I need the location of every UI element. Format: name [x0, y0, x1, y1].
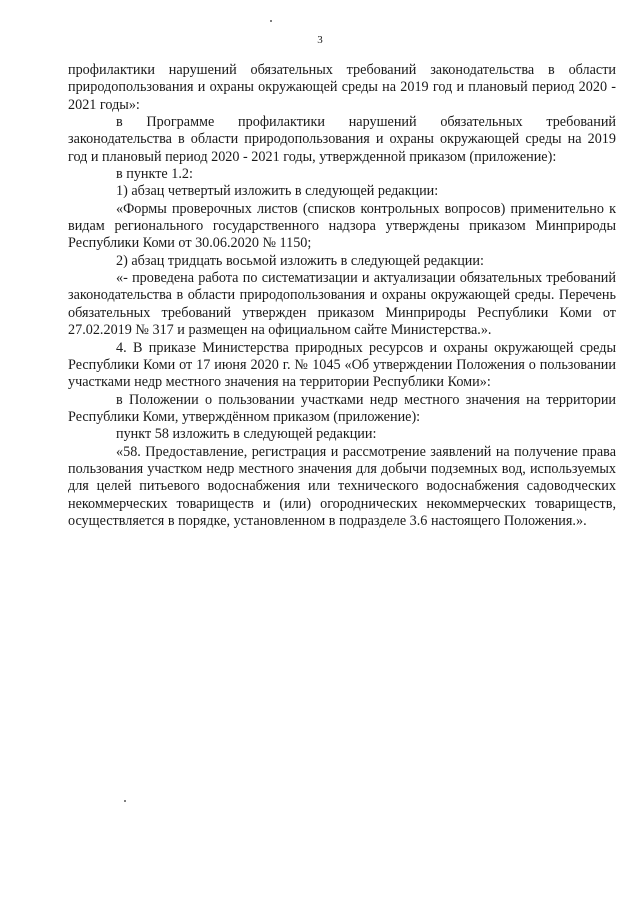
paragraph: пункт 58 изложить в следующей редакции:: [116, 426, 377, 443]
document-body: [68, 62, 616, 530]
paragraph: 1) абзац четвертый изложить в следующей редакции:: [116, 183, 439, 200]
paragraph: профилактики нарушений обязательных требований законодательства в области природопользования и охраны окружающей среды на 2019 год и плановый период 2020 - 2021 годы»:: [68, 62, 616, 113]
paragraph: «Формы проверочных листов (списков контрольных вопросов) применительно к видам регионального государственного надзора утверждены приказом Минприроды Республики Коми от 30.06.2020 № 1150;: [68, 200, 616, 252]
paragraph: «58. Предоставление, регистрация и рассмотрение заявлений на получение права пользования участком недр местного значения для добычи подземных вод, используемых для целей питьевого водоснабжения или технического водоснабжения садоводческих некоммерческих товариществ и (или) огороднических некоммерческих товариществ, осуществляется в порядке, установленном в подразделе 3.6 настоящего Положения.».: [68, 443, 616, 529]
paragraph: 4. В приказе Министерства природных ресурсов и охраны окружающей среды Республики Коми от 17 июня 2020 г. № 1045 «Об утверждении Положения о пользовании участками недр местного значения на территории Республики Коми»:: [68, 339, 616, 391]
scan-speck-bottom: [124, 800, 126, 802]
scan-speck-top: [270, 20, 272, 22]
paragraph: в Положении о пользовании участками недр местного значения на территории Республики Коми, утверждённом приказом (приложение):: [68, 391, 616, 425]
page-number: 3: [317, 34, 323, 46]
paragraph: в пункте 1.2:: [116, 166, 193, 183]
paragraph: 2) абзац тридцать восьмой изложить в следующей редакции:: [116, 252, 484, 269]
paragraph: «- проведена работа по систематизации и актуализации обязательных требований законодательства в области природопользования и охраны окружающей среды. Перечень обязательных требований утвержден приказом Минприроды Республики Коми от 27.02.2019 № 317 и размещен на официальном сайте Министерства.».: [68, 270, 616, 339]
paragraph: в Программе профилактики нарушений обязательных требований законодательства в области природопользования и охраны окружающей среды на 2019 год и плановый период 2020 - 2021 годы, утвержденной приказом (приложение):: [68, 114, 616, 165]
